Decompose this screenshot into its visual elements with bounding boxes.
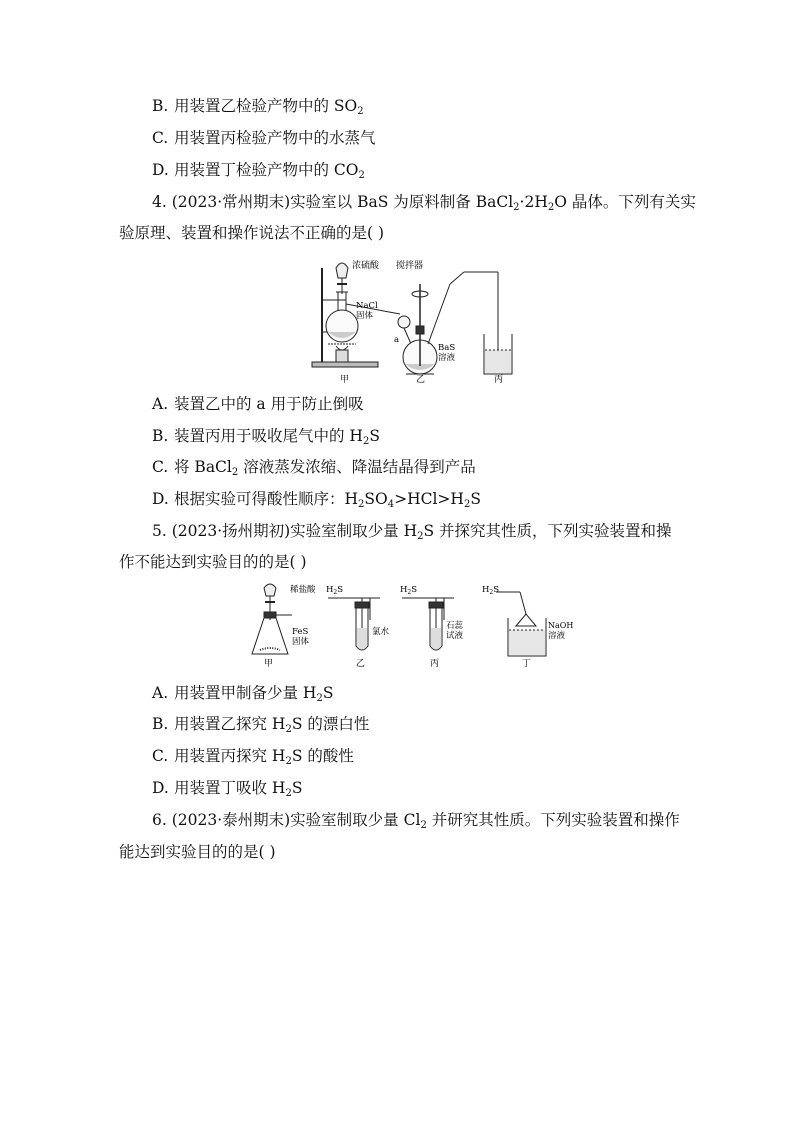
fig5-label-solid: 固体: [292, 637, 310, 647]
fig4-label-bing: 丙: [494, 375, 504, 385]
fig4-label-nacl: NaCl: [356, 301, 378, 311]
fig4-label-bas: BaS: [438, 343, 456, 353]
fig5-label-h2s-yi: $H_2S$: [326, 585, 344, 596]
q5-option-d: D. 用装置丁吸收 $H_2S$: [152, 779, 303, 799]
fig5-label-fes: FeS: [292, 627, 309, 637]
q3-option-d: D. 用装置丁检验产物中的 $CO_2$: [152, 161, 365, 181]
fig5-label-solution: 试液: [446, 631, 464, 641]
q4-option-d: D. 根据实验可得酸性顺序：$H_2SO_4>HCl>H_2S$: [152, 490, 481, 510]
fig5-label-naoh: NaOH: [548, 621, 574, 630]
q6-stem-line1: 6. (2023·泰州期末)实验室制取少量 $Cl_2$ 并研究其性质。下列实验装置和操作: [152, 811, 680, 831]
q4-stem-line2: 验原理、装置和操作说法不正确的是( ): [119, 224, 385, 242]
q4-stem-line1: 4. (2023·常州期末)实验室以 BaS 为原料制备 $BaCl_2\cdot 2H_2O$ 晶体。下列有关实: [152, 193, 696, 213]
q4-option-b: B. 装置丙用于吸收尾气中的 $H_2S$: [152, 427, 380, 447]
q4-option-c: C. 将 BaCl$_2$ 溶液蒸发浓缩、降温结晶得到产品: [152, 458, 476, 478]
fig5-label-ding: 丁: [522, 659, 532, 669]
fig5-label-dil-hcl: 稀盐酸: [290, 585, 316, 595]
q5-stem-line1: 5. (2023·扬州期初)实验室制取少量 $H_2S$ 并探究其性质，下列实验装置和操: [152, 522, 672, 542]
fig5-label-jia: 甲: [264, 659, 274, 669]
fig4-label-solution: 溶液: [438, 353, 456, 363]
q5-apparatus-figure: [250, 580, 590, 670]
q4-option-a: A. 装置乙中的 a 用于防止倒吸: [152, 395, 364, 413]
fig4-label-stirrer: 搅拌器: [396, 261, 424, 271]
fig5-label-chlorine-water: 氯水: [372, 627, 390, 637]
q5-option-b: B. 用装置乙探究 $H_2S$ 的漂白性: [152, 715, 370, 735]
q3-option-b: B. 用装置乙检验产物中的 $SO_2$: [152, 97, 364, 117]
q5-option-c: C. 用装置丙探究 $H_2S$ 的酸性: [152, 747, 354, 767]
fig4-label-yi: 乙: [416, 375, 426, 385]
q5-option-a: A. 用装置甲制备少量 $H_2S$: [152, 684, 334, 704]
fig4-label-solid: 固体: [356, 311, 374, 321]
fig4-label-a: a: [394, 335, 400, 345]
q4-apparatus-figure: [300, 254, 540, 386]
q6-stem-line2: 能达到实验目的的是( ): [119, 843, 276, 861]
fig4-label-conc-acid: 浓硫酸: [352, 261, 380, 271]
q5-stem-line2: 作不能达到实验目的的是( ): [119, 553, 307, 571]
fig5-label-naoh-solution: 溶液: [548, 631, 566, 641]
fig5-label-h2s-bing: $H_2S$: [400, 585, 418, 596]
fig5-label-litmus: 石蕊: [446, 621, 464, 631]
q3-option-c: C. 用装置丙检验产物中的水蒸气: [152, 129, 376, 147]
fig5-label-yi: 乙: [356, 659, 366, 669]
fig4-label-jia: 甲: [340, 375, 350, 385]
fig5-label-h2s-ding: $H_2S$: [482, 585, 500, 596]
fig5-label-bing: 丙: [430, 659, 440, 669]
